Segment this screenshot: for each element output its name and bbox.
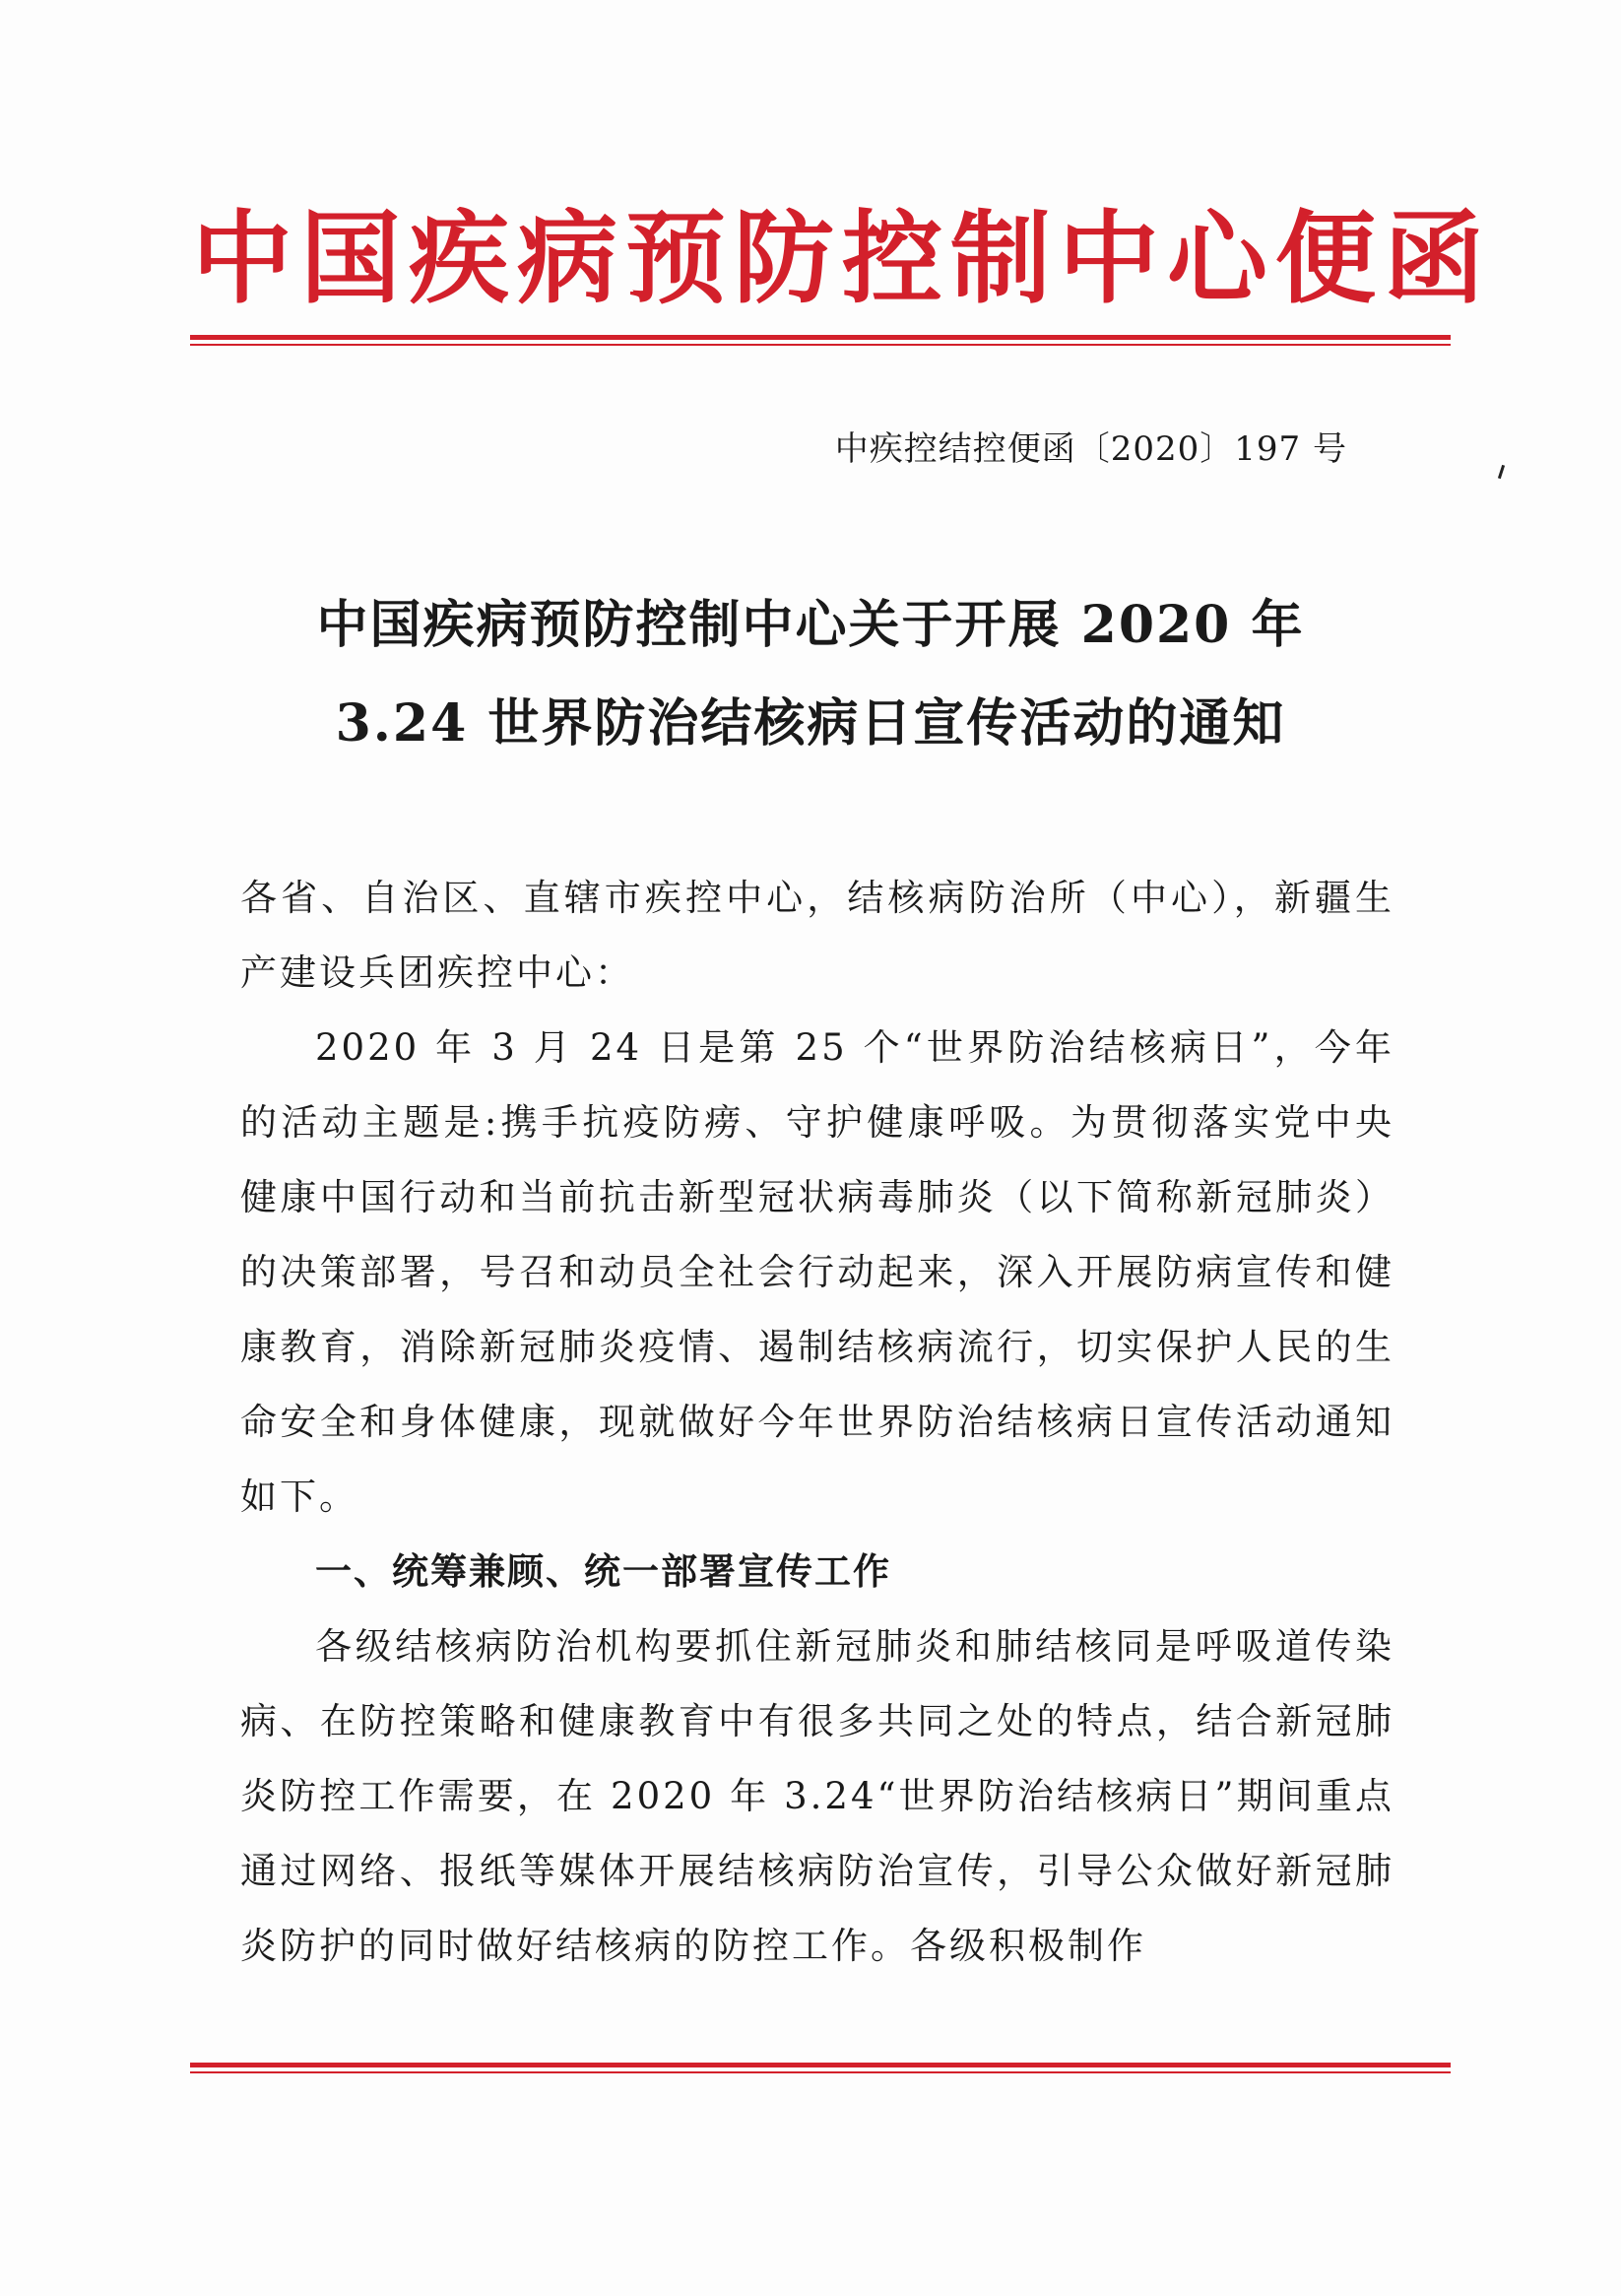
salutation: 各省、自治区、直辖市疾控中心，结核病防治所（中心），新疆生产建设兵团疾控中心： bbox=[240, 877, 1394, 994]
document-body bbox=[240, 861, 1394, 1984]
title-line-2: 3.24 世界防治结核病日宣传活动的通知 bbox=[335, 693, 1286, 754]
letterhead-top-rule bbox=[190, 335, 1451, 346]
section-1-heading: 一、统筹兼顾、统一部署宣传工作 bbox=[315, 1550, 891, 1593]
document-title bbox=[197, 576, 1424, 773]
paragraph-2: 各级结核病防治机构要抓住新冠肺炎和肺结核同是呼吸道传染病、在防控策略和健康教育中有很多共同之处的特点，结合新冠肺炎防控工作需要，在 2020 年 3.24“世界防治结核病日”期间重点通过网络、报纸等媒体开展结核病防治宣传，引导公众做好新冠肺炎防护的同时做好结核病的防控工作。各级积极制作 bbox=[240, 1625, 1394, 1967]
rule-thin-line bbox=[190, 344, 1451, 346]
rule-thin-line bbox=[190, 2071, 1451, 2073]
paragraph-1: 2020 年 3 月 24 日是第 25 个“世界防治结核病日”，今年的活动主题是:携手抗疫防痨、守护健康呼吸。为贯彻落实党中央健康中国行动和当前抗击新型冠状病毒肺炎（以下简称新冠肺炎）的决策部署，号召和动员全社会行动起来，深入开展防病宣传和健康教育，消除新冠肺炎疫情、遏制结核病流行，切实保护人民的生命安全和身体健康，现就做好今年世界防治结核病日宣传活动通知如下。 bbox=[240, 1026, 1394, 1518]
rule-thick-line bbox=[190, 2063, 1451, 2067]
footer-rule bbox=[190, 2063, 1451, 2073]
letterhead-title: 中国疾病预防控制中心便函 bbox=[192, 200, 1492, 318]
title-line-1: 中国疾病预防控制中心关于开展 2020 年 bbox=[316, 595, 1305, 655]
document-number: 中疾控结控便函〔2020〕197 号 bbox=[834, 429, 1347, 469]
scan-mark bbox=[1498, 465, 1505, 479]
rule-thick-line bbox=[190, 335, 1451, 340]
